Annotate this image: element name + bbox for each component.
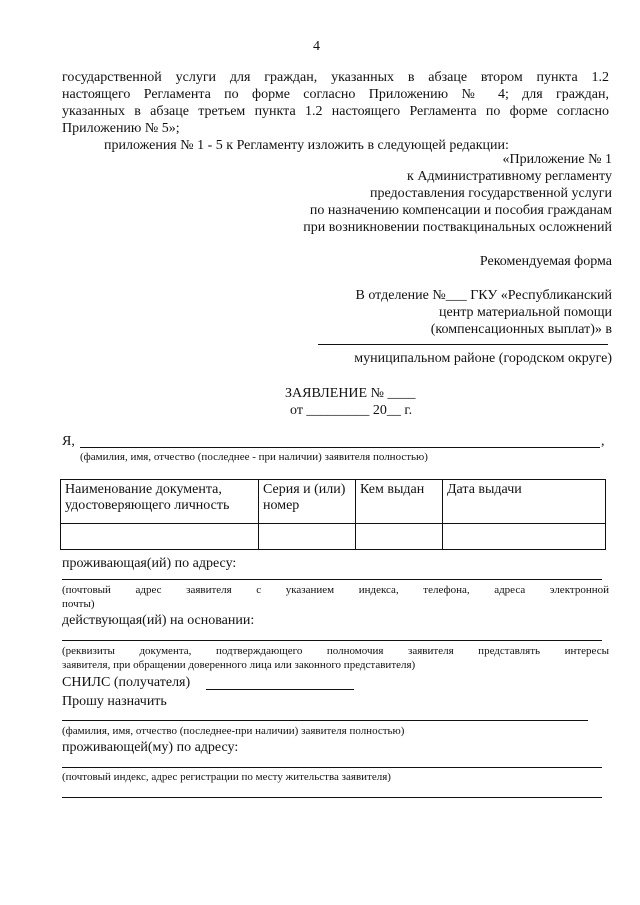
applicant-suffix: ,: [601, 434, 605, 449]
statement-date: от _________ 20__ г.: [290, 403, 413, 418]
appendix-line: «Приложение № 1: [502, 152, 612, 167]
residence-field[interactable]: [62, 579, 602, 580]
paragraph-line: государственной услуги для граждан, указанных в абзаце втором пункта 1.2: [62, 70, 609, 85]
document-name-cell[interactable]: [61, 524, 259, 550]
addressee-line: (компенсационных выплат)» в: [430, 322, 612, 337]
document-series-cell[interactable]: [259, 524, 356, 550]
table-row: [61, 524, 606, 550]
residence2-label: проживающей(му) по адресу:: [62, 740, 239, 755]
addressee-line: В отделение №___ ГКУ «Республиканский: [355, 288, 612, 303]
table-header-cell: Серия и (или) номер: [259, 480, 356, 524]
basis-hint: (реквизиты документа, подтверждающего полномочия заявителя представлять интересы: [62, 645, 609, 657]
appointee-name-field[interactable]: [62, 720, 588, 721]
basis-field[interactable]: [62, 640, 602, 641]
table-header-cell: Кем выдан: [356, 480, 443, 524]
paragraph-line: указанных в абзаце третьем пункта 1.2 настоящего Регламента по форме согласно: [62, 104, 609, 119]
table-header-cell: Дата выдачи: [443, 480, 606, 524]
appendix-line: по назначению компенсации и пособия гражданам: [309, 203, 612, 218]
addressee-line: центр материальной помощи: [439, 305, 612, 320]
appendix-line: предоставления государственной услуги: [370, 186, 612, 201]
appendix-line: к Административному регламенту: [407, 169, 612, 184]
document-issuer-cell[interactable]: [356, 524, 443, 550]
table-header-cell: Наименование документа, удостоверяющего личность: [61, 480, 259, 524]
applicant-prefix: Я,: [62, 434, 75, 449]
appoint-hint: (фамилия, имя, отчество (последнее-при наличии) заявителя полностью): [62, 725, 405, 737]
document-date-cell[interactable]: [443, 524, 606, 550]
basis-hint: заявителя, при обращении доверенного лица или законного представителя): [62, 659, 416, 671]
residence-hint: (почтовый адрес заявителя с указанием индекса, телефона, адреса электронной: [62, 584, 609, 596]
snils-field[interactable]: [206, 689, 354, 690]
applicant-hint: (фамилия, имя, отчество (последнее - при наличии) заявителя полностью): [80, 451, 428, 463]
residence2-hint: (почтовый индекс, адрес регистрации по месту жительства заявителя): [62, 771, 391, 783]
recommended-form-label: Рекомендуемая форма: [479, 254, 612, 269]
residence-hint: почты): [62, 598, 95, 610]
table-header-row: [61, 480, 606, 524]
page-number: 4: [313, 39, 320, 54]
residence2-field[interactable]: [62, 767, 602, 768]
paragraph-line: настоящего Регламента по форме согласно Приложению № 4; для граждан,: [62, 87, 609, 102]
appendix-line: при возникновении поствакцинальных осложнений: [303, 220, 612, 235]
statement-title: ЗАЯВЛЕНИЕ № ____: [285, 386, 416, 401]
district-field[interactable]: [318, 344, 608, 345]
identity-document-table: [60, 479, 606, 550]
residence-label: проживающая(ий) по адресу:: [62, 556, 237, 571]
applicant-name-field[interactable]: [80, 447, 600, 448]
residence2-extra-field[interactable]: [62, 797, 602, 798]
appoint-label: Прошу назначить: [62, 694, 167, 709]
paragraph-line: Приложению № 5»;: [62, 121, 180, 136]
snils-label: СНИЛС (получателя): [62, 675, 191, 690]
basis-label: действующая(ий) на основании:: [62, 613, 255, 628]
addressee-line: муниципальном районе (городском округе): [354, 351, 612, 366]
amendment-paragraph: приложения № 1 - 5 к Регламенту изложить в следующей редакции:: [104, 138, 509, 153]
